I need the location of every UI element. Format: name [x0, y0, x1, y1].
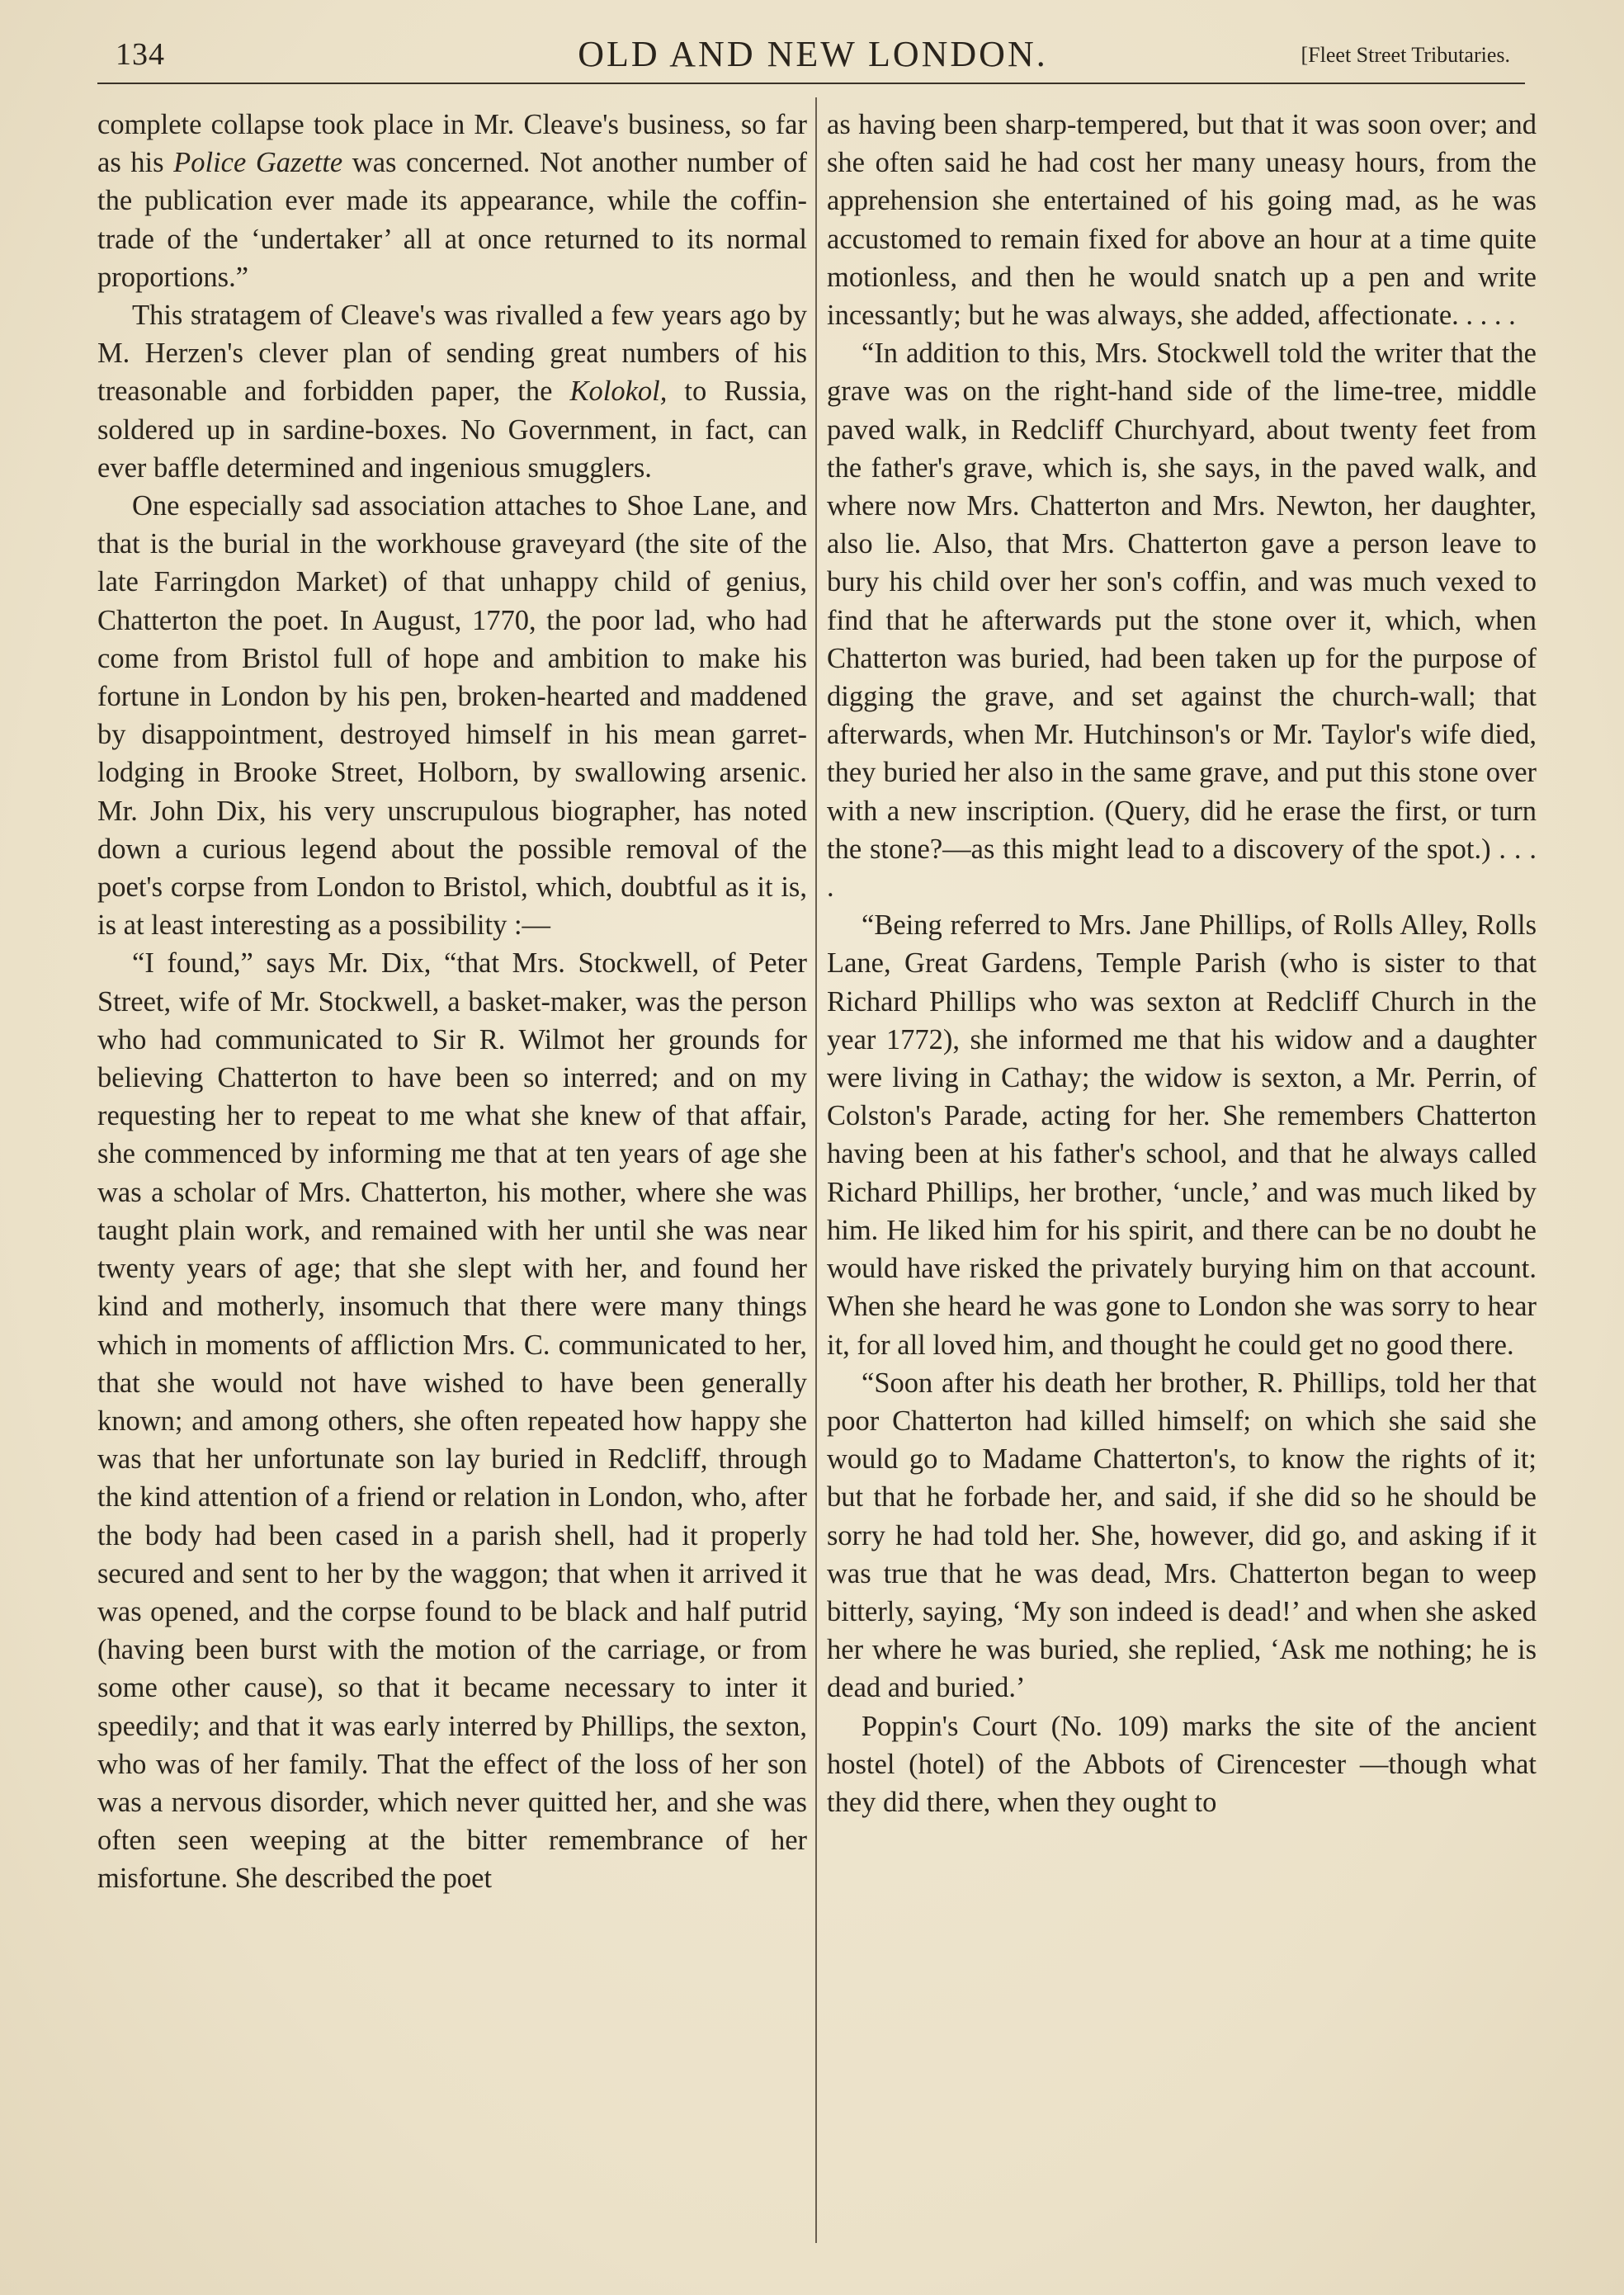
paragraph: as having been sharp-tempered, but that it was soon over; and she often said he had cost her many uneasy hours, from the apprehension she entertained of his going mad, as he was accustomed to remain fixed for above an hour at a time quite motionless, and then he would snatch up a pen and write incessantly; but he was always, she added, affectionate. . . . .	[827, 109, 1537, 332]
paragraph: “In addition to this, Mrs. Stockwell told the writer that the grave was on the right-hand side of the lime-tree, middle paved walk, in Redcliff Churchyard, about twenty feet from the father's grave, which is, she says, in the paved walk, and where now Mrs. Chatterton and Mrs. Newton, her daughter, also lie. Also, that Mrs. Chatterton gave a person leave to bury his child over her son's coffin, and was much vexed to find that he afterwards put the stone over it, which, when Chatterton was buried, had been taken up for the purpose of digging the grave, and set against the church-wall; that afterwards, when Mr. Hutchinson's or Mr. Taylor's wife died, they buried her also in the same grave, and put this stone over with a new inscription. (Query, did he erase the first, or turn the stone?—as this might lead to a discovery of the spot.) . . . .	[827, 338, 1537, 904]
paragraph: “Being referred to Mrs. Jane Phillips, of Rolls Alley, Rolls Lane, Great Gardens, Temple Parish (who is sister to that Richard Phillips who was sexton at Redcliff Church in the year 1772), she informed me that his widow and a daughter were living in Cathay; the widow is sexton, a Mr. Perrin, of Colston's Parade, acting for her. She remembers Chatterton having been at his father's school, and that he always called Richard Phillips, her brother, ‘uncle,’ and was much liked by him. He liked him for his spirit, and there can be no doubt he would have risked the privately burying him on that account. When she heard he was gone to London she was sorry to hear it, for all loved him, and thought he could get no good there.	[827, 909, 1537, 1361]
paragraph: This stratagem of Cleave's was rivalled a few years ago by M. Herzen's clever plan of sending great numbers of his treasonable and forbidden paper, the Kolokol, to Russia, soldered up in sardine-boxes. No Government, in fact, can ever baffle determined and ingenious smugglers.	[97, 300, 807, 484]
column-divider	[815, 97, 817, 2243]
running-title: OLD AND NEW LONDON.	[578, 34, 1048, 74]
page-number: 134	[116, 37, 165, 72]
italic-title: Kolokol,	[569, 375, 668, 408]
italic-title: Police Gazette	[173, 147, 343, 179]
paragraph: complete collapse took place in Mr. Cleave's business, so far as his Police Gazette was concerned. Not another number of the publication ever made its appearance, while the coffin-trade of the ‘undertaker’ all at once returned to its normal proportions.”	[97, 109, 808, 293]
paragraph: “I found,” says Mr. Dix, “that Mrs. Stockwell, of Peter Street, wife of Mr. Stockwell, a basket-maker, was the person who had communicated to Sir R. Wilmot her grounds for believing Chatterton to have been so interred; and on my requesting her to repeat to me what she knew of that affair, she commenced by informing me that at ten years of age she was a scholar of Mrs. Chatterton, his mother, where she was taught plain work, and remained with her until she was near twenty years of age; that she slept with her, and found her kind and motherly, insomuch that there were many things which in moments of affliction Mrs. C. communicated to her, that she would not have wished to have been generally known; and among others, she often repeated how happy she was that her unfortunate son lay buried in Redcliff, through the kind attention of a friend or relation in London, who, after the body had been cased in a parish shell, had it properly secured and sent to her by the waggon; that when it arrived it was opened, and the corpse found to be black and half putrid (having been burst with the motion of the carriage, or from some other cause), so that it became necessary to inter it speedily; and that it was early interred by Phillips, the sexton, who was of her family. That the effect of the loss of her son was a nervous disorder, which never quitted her, and she was often seen weeping at the bitter remembrance of her misfortune. She described the poet	[97, 947, 807, 1895]
left-column	[97, 106, 807, 1898]
paragraph: “Soon after his death her brother, R. Phillips, told her that poor Chatterton had killed himself; on which she said she would go to Madame Chatterton's, to know the rights of it; but that he forbade her, and said, if she did so he should be sorry he had told her. She, however, did go, and asking if it was true that he was dead, Mrs. Chatterton began to weep bitterly, saying, ‘My son indeed is dead!’ and when she asked her where he was buried, she replied, ‘Ask me nothing; he is dead and buried.’	[827, 1367, 1537, 1704]
paragraph: Poppin's Court (No. 109) marks the site of the ancient hostel (hotel) of the Abbots of Cirencester —though what they did there, when they ought to	[827, 1710, 1537, 1818]
header-rule	[97, 83, 1525, 84]
page-header	[116, 31, 1510, 78]
paragraph: One especially sad association attaches to Shoe Lane, and that is the burial in the workhouse graveyard (the site of the late Farringdon Market) of that unhappy child of genius, Chatterton the poet. In August, 1770, the poor lad, who had come from Bristol full of hope and ambition to make his fortune in London by his pen, broken-hearted and maddened by disappointment, destroyed himself in his mean garret-lodging in Brooke Street, Holborn, by swallowing arsenic. Mr. John Dix, his very unscrupulous biographer, has noted down a curious legend about the possible removal of the poet's corpse from London to Bristol, which, doubtful as it is, is at least interesting as a possibility :—	[97, 490, 807, 942]
right-column	[827, 106, 1537, 1821]
section-tag: [Fleet Street Tributaries.	[1301, 43, 1510, 67]
